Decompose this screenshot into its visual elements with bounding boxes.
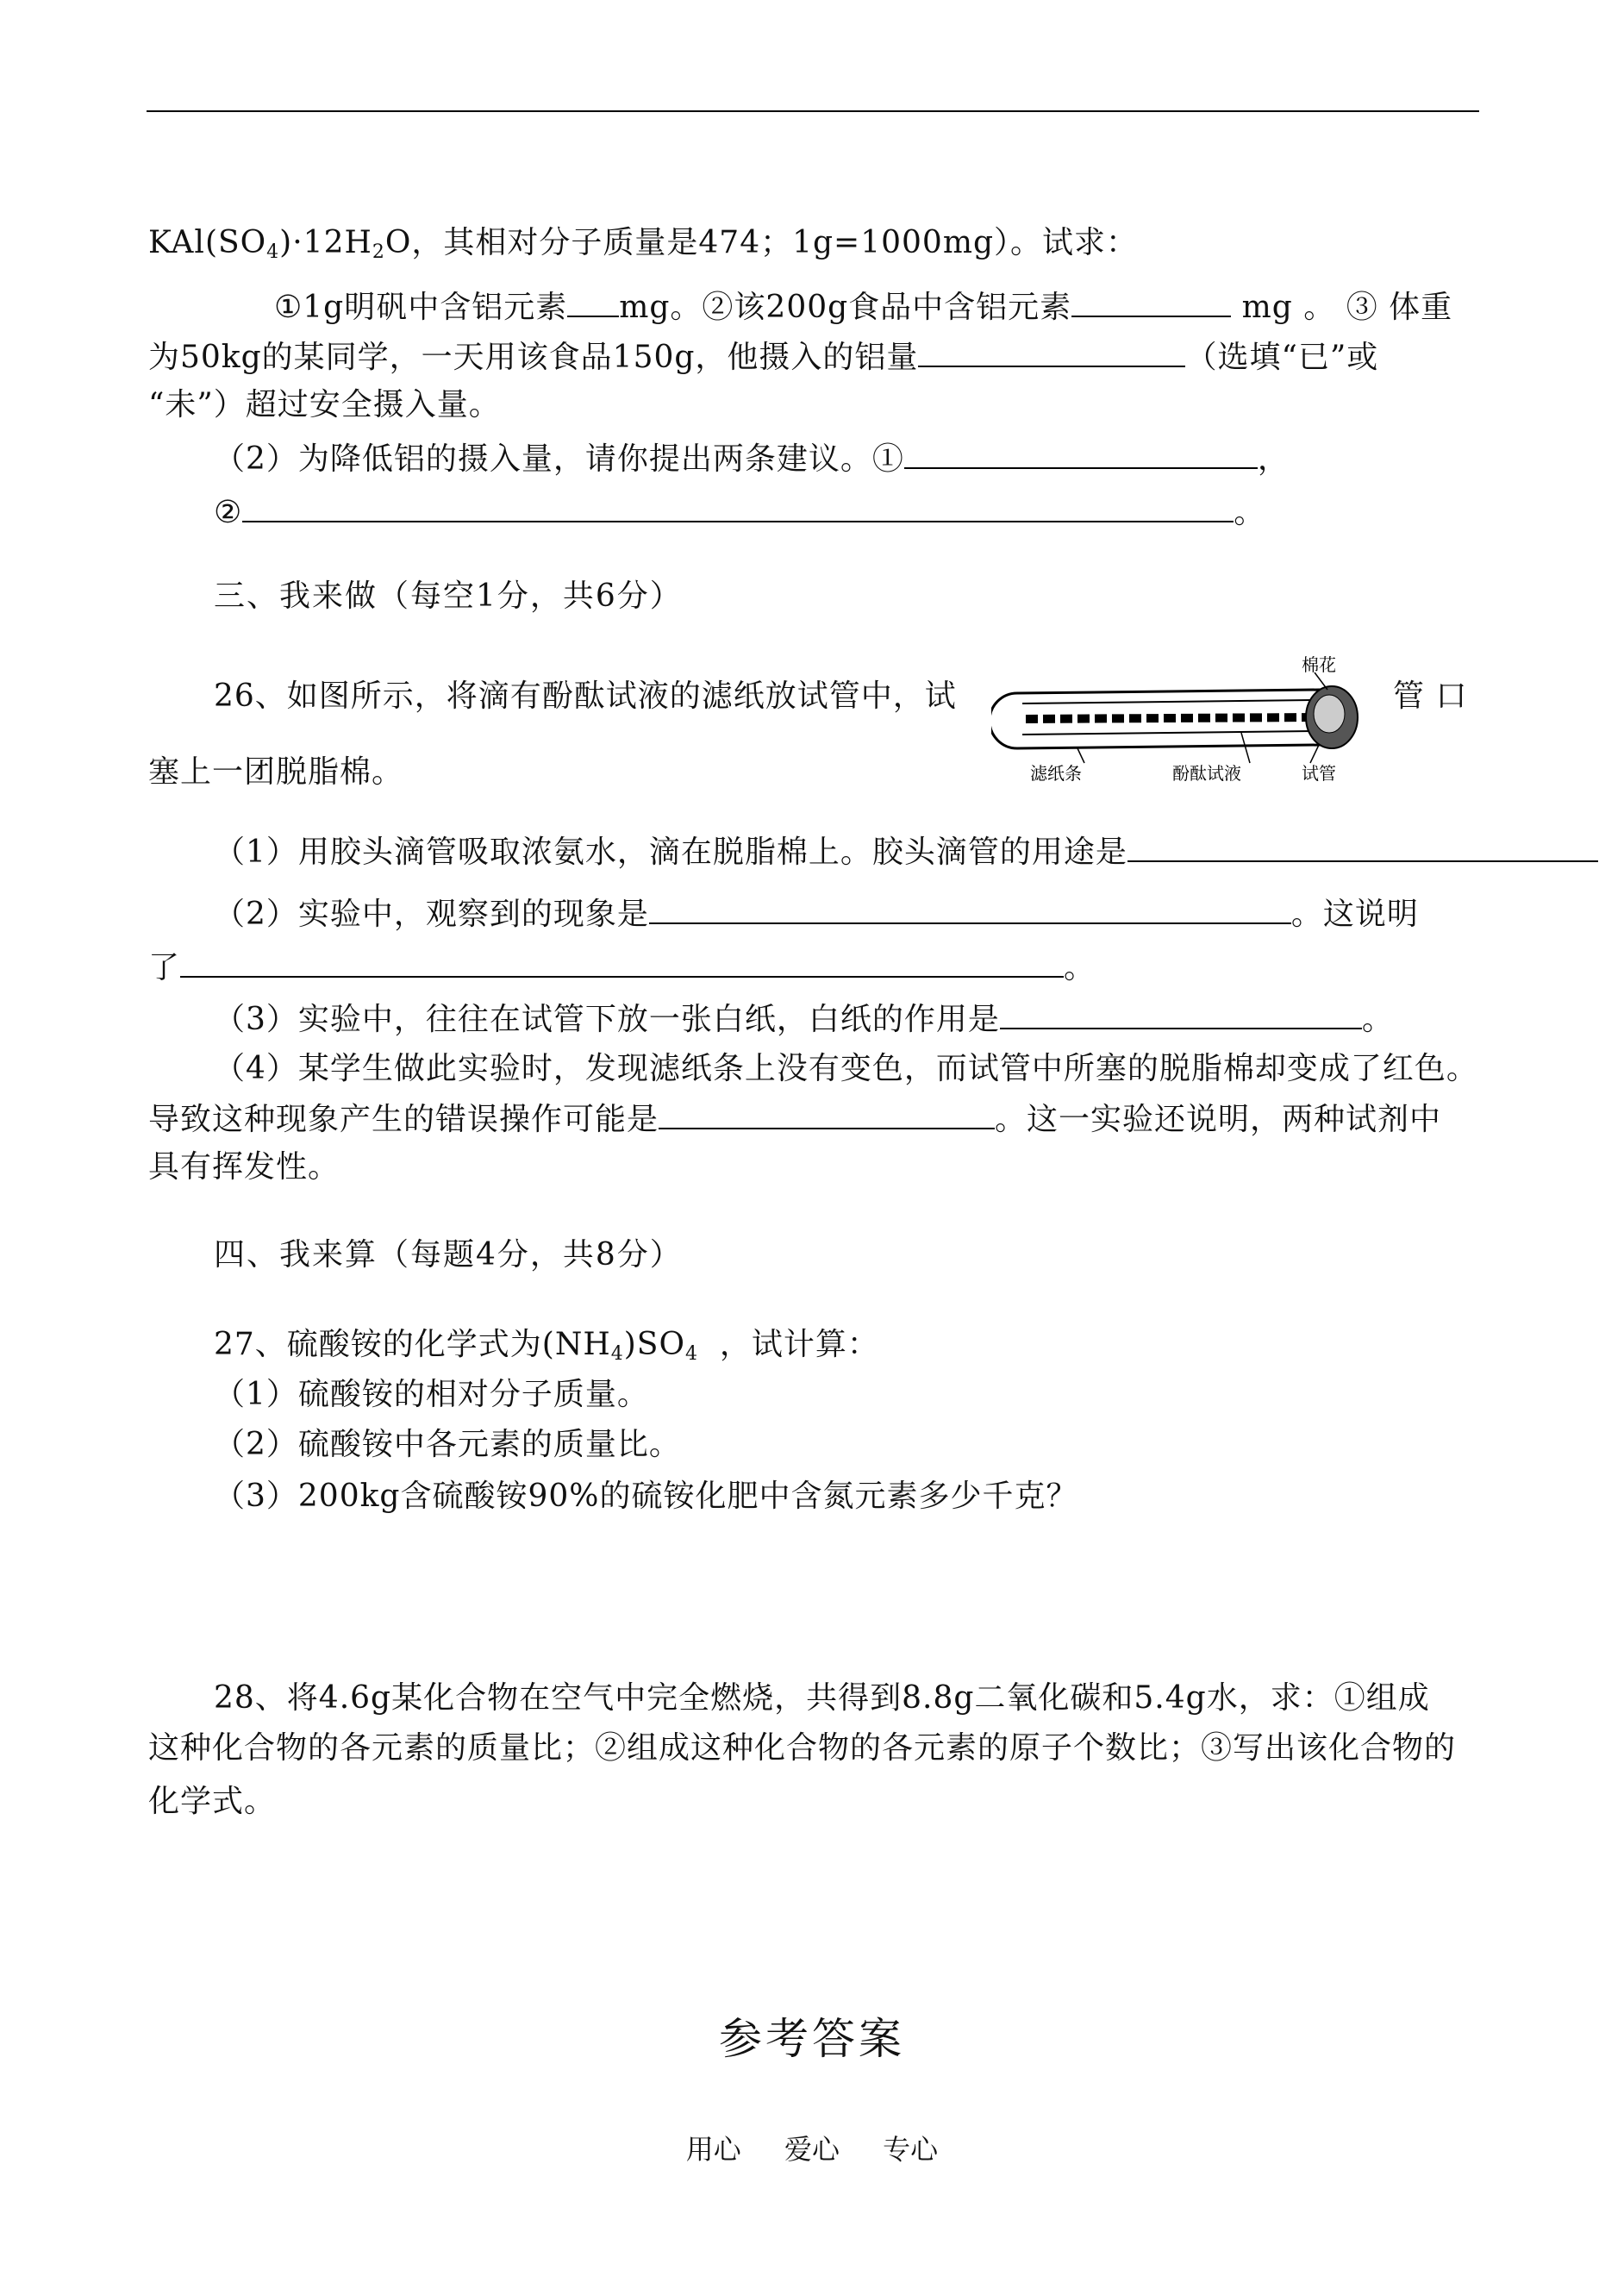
q25-part2-line2: ② 。 — [214, 490, 1265, 534]
answer-blank[interactable] — [918, 335, 1185, 367]
label-filter-paper: 滤纸条 — [1030, 763, 1082, 784]
q26-part4-line3: 具有挥发性。 — [148, 1149, 340, 1185]
q26-part2-line: （2）实验中，观察到的现象是 。这说明 — [214, 891, 1419, 935]
section4-heading: 四、我来算（每题4分，共8分） — [214, 1237, 683, 1273]
q25-part1-line3: “未”）超过安全摄入量。 — [148, 387, 501, 422]
answer-blank[interactable] — [1127, 829, 1598, 862]
q27-part1: （1）硫酸铵的相对分子质量。 — [214, 1377, 649, 1412]
answer-blank[interactable] — [659, 1097, 995, 1129]
q26-line2: 塞上一团脱脂棉。 — [148, 754, 404, 790]
header-rule — [147, 110, 1479, 112]
q25-part2-line: （2）为降低铝的摄入量，请你提出两条建议。① ， — [214, 436, 1290, 480]
q26-line1: 26、如图所示，将滴有酚酞试液的滤纸放试管中，试 — [214, 678, 957, 714]
formula-line: $KAl(SO_4)\cdot 12H_2O$，其相对分子质量是474；1g=1000mg）。试求： — [148, 225, 1139, 263]
q28-line1: 28、将4.6g某化合物在空气中完全燃烧，共得到8.8g二氧化碳和5.4g水，求：①组成 — [214, 1680, 1430, 1716]
label-test-tube: 试管 — [1302, 763, 1336, 784]
q27-line: 27、硫酸铵的化学式为$(NH_4)SO_4$ ，试计算： — [214, 1327, 879, 1365]
q26-part2-line2: 了 。 — [148, 945, 1096, 989]
answer-blank[interactable] — [904, 436, 1258, 469]
answer-blank[interactable] — [567, 285, 619, 317]
q28-line3: 化学式。 — [148, 1784, 277, 1819]
test-tube-figure — [991, 655, 1362, 785]
answer-blank[interactable] — [180, 945, 1064, 978]
q27-part3: （3）200kg含硫酸铵90%的硫铵化肥中含氮元素多少千克？ — [214, 1479, 1078, 1514]
q25-part1-line2: 为50kg的某同学，一天用该食品150g，他摄入的铝量 （选填“已”或 — [148, 335, 1378, 378]
page-footer: 用心 爱心 专心 — [685, 2133, 939, 2166]
q26-line1-end: 管 口 — [1393, 678, 1468, 714]
label-phenolphthalein: 酚酞试液 — [1172, 763, 1241, 784]
answer-blank[interactable] — [242, 490, 1234, 522]
q26-part4-line2: 导致这种现象产生的错误操作可能是 。这一实验还说明，两种试剂中 — [148, 1097, 1441, 1141]
q27-part2: （2）硫酸铵中各元素的质量比。 — [214, 1427, 681, 1462]
label-cotton: 棉花 — [1302, 655, 1336, 675]
answer-blank[interactable] — [649, 891, 1291, 924]
q26-part1-line: （1）用胶头滴管吸取浓氨水，滴在脱脂棉上。胶头滴管的用途是 — [214, 829, 1598, 873]
q28-line2: 这种化合物的各元素的质量比；②组成这种化合物的各元素的原子个数比；③写出该化合物的 — [148, 1730, 1457, 1766]
q26-part4-line: （4）某学生做此实验时，发现滤纸条上没有变色，而试管中所塞的脱脂棉却变成了红色。 — [214, 1051, 1478, 1086]
q26-part3-line: （3）实验中，往往在试管下放一张白纸，白纸的作用是 。 — [214, 997, 1394, 1041]
q25-part1-line: ①1g明矾中含铝元素 mg。②该200g食品中含铝元素 mg 。 ③ 体重 — [274, 285, 1452, 328]
answers-title: 参考答案 — [719, 2014, 905, 2064]
answer-blank[interactable] — [1071, 285, 1231, 317]
section3-heading: 三、我来做（每空1分，共6分） — [214, 578, 683, 614]
answer-blank[interactable] — [1000, 997, 1362, 1029]
